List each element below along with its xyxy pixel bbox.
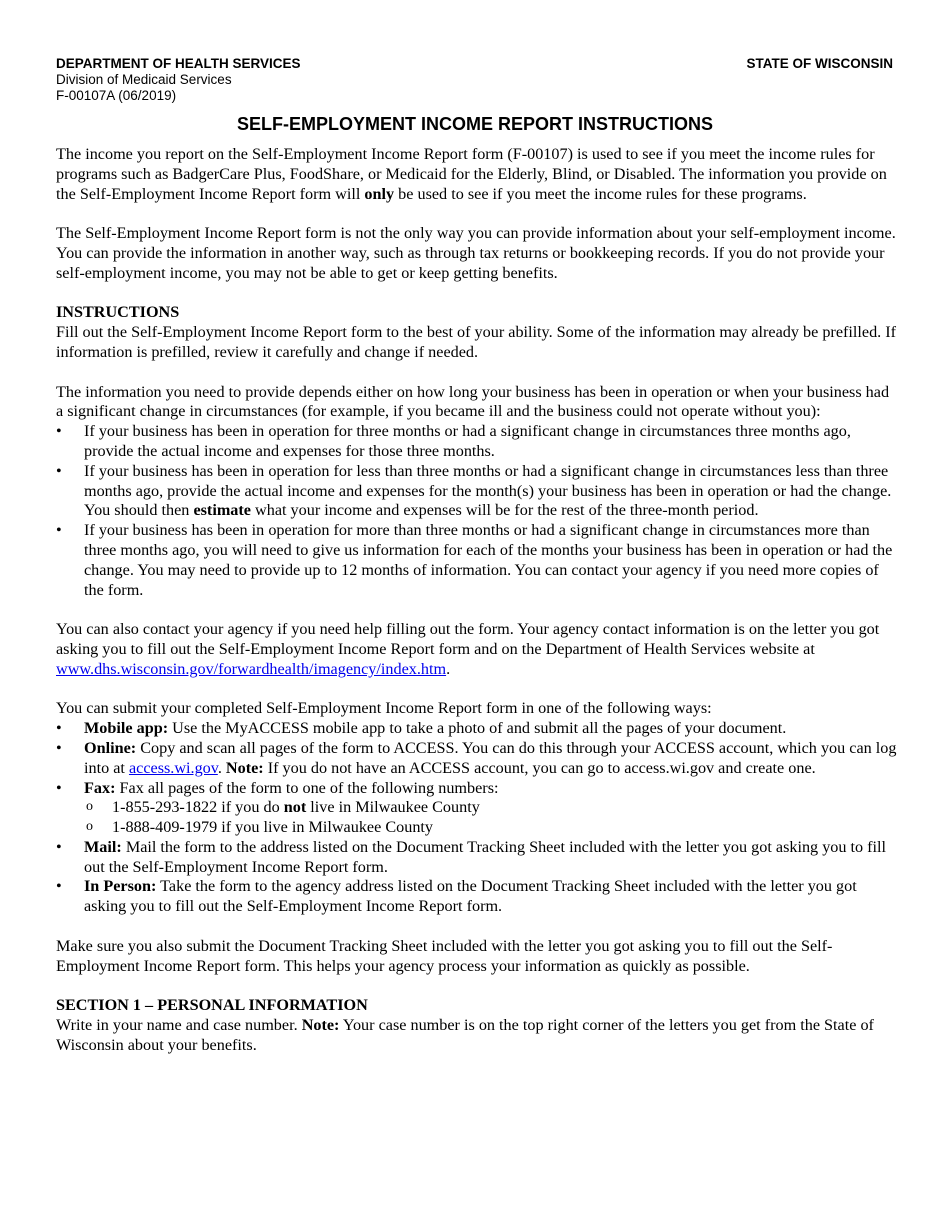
access-link[interactable]: access.wi.gov xyxy=(128,758,218,777)
list-item: • Mobile app: Use the MyACCESS mobile app to take a photo of and submit all the pages of your document. xyxy=(56,719,898,739)
fax-numbers-list xyxy=(56,798,898,838)
instructions-heading: INSTRUCTIONS xyxy=(56,303,180,322)
intro-paragraph-1: The income you report on the Self-Employment Income Report form (F-00107) is used to see if you meet the income rules for programs such as BadgerCare Plus, FoodShare, or Medicaid for the Elderly, Blind, or Disabled. The information you provide on the Self-Employment Income Report form will only be used to see if you meet the income rules for these programs. xyxy=(56,145,887,203)
submit-methods-list xyxy=(56,719,898,798)
list-item: • Mail: Mail the form to the address listed on the Document Tracking Sheet included with the letter you got asking you to fill out the Self-Employment Income Report form. xyxy=(56,838,898,878)
section-1-heading: SECTION 1 – PERSONAL INFORMATION xyxy=(56,996,368,1015)
list-item: • If your business has been in operation for three months or had a significant change in circumstances three months ago, provide the actual income and expenses for those three months. xyxy=(56,422,898,462)
dhs-website-link[interactable]: www.dhs.wisconsin.gov/forwardhealth/imagency/index.htm xyxy=(56,659,447,678)
submit-methods-list-continued xyxy=(56,838,898,917)
division-name: Division of Medicaid Services xyxy=(56,72,232,87)
tracking-sheet-paragraph: Make sure you also submit the Document Tracking Sheet included with the letter you got asking you to fill out the Self-Employment Income Report form. This helps your agency process your information as quickly as possible. xyxy=(56,936,833,975)
list-item: • Online: Copy and scan all pages of the form to ACCESS. You can do this through your ACCESS account, which you can log into at access.wi.gov. Note: If you do not have an ACCESS account, you can go to access.wi.gov and create one. xyxy=(56,739,898,779)
list-item: • If your business has been in operation for more than three months or had a significant change in circumstances more than three months ago, you will need to give us information for each of the months your business has been in operation or had the change. You may need to provide up to 12 months of information. You can contact your agency if you need more copies of the form. xyxy=(56,521,898,600)
list-item: o 1-888-409-1979 if you live in Milwaukee County xyxy=(56,818,898,838)
form-id: F-00107A (06/2019) xyxy=(56,88,177,103)
list-item: • If your business has been in operation for less than three months or had a significant change in circumstances less than three months ago, provide the actual income and expenses for the month(s) your business has been in operation or had the change. You should then estimate what your income and expenses will be for the rest of the three-month period. xyxy=(56,462,898,521)
instructions-paragraph-2: The information you need to provide depends either on how long your business has been in operation or when your business had a significant change in circumstances (for example, if you became ill and the business could not operate without you): xyxy=(56,382,890,421)
contact-paragraph: You can also contact your agency if you need help filling out the form. Your agency contact information is on the letter you got asking you to fill out the Self-Employment Income Report form and on the Department of Health Services website at www.dhs.wisconsin.gov/forwardhealth/imagency/index.htm. xyxy=(56,620,880,678)
submit-intro: You can submit your completed Self-Employment Income Report form in one of the following ways: xyxy=(56,699,712,718)
list-item: • Fax: Fax all pages of the form to one of the following numbers: xyxy=(56,779,898,799)
list-item: • In Person: Take the form to the agency address listed on the Document Tracking Sheet included with the letter you got asking you to fill out the Self-Employment Income Report form. xyxy=(56,877,898,917)
intro-paragraph-2: The Self-Employment Income Report form is not the only way you can provide information about your self-employment income. You can provide the information in another way, such as through tax returns or bookkeeping records. If you do not provide your self-employment income, you may not be able to get or keep getting benefits. xyxy=(56,224,896,282)
header-left xyxy=(56,56,301,104)
instructions-paragraph-1: Fill out the Self-Employment Income Report form to the best of your ability. Some of the information may already be prefilled. If information is prefilled, review it carefully and change if needed. xyxy=(56,323,897,361)
page-title: SELF-EMPLOYMENT INCOME REPORT INSTRUCTIONS xyxy=(236,114,713,134)
duration-bullet-list xyxy=(56,422,898,600)
department-name: DEPARTMENT OF HEALTH SERVICES xyxy=(56,56,301,71)
state-name: STATE OF WISCONSIN xyxy=(746,56,893,71)
section-1-paragraph: Write in your name and case number. Note: Your case number is on the top right corner of the letters you get from the State of Wisconsin about your benefits. xyxy=(56,1016,874,1054)
list-item: o 1-855-293-1822 if you do not live in Milwaukee County xyxy=(56,798,898,818)
document-body xyxy=(56,145,898,1056)
